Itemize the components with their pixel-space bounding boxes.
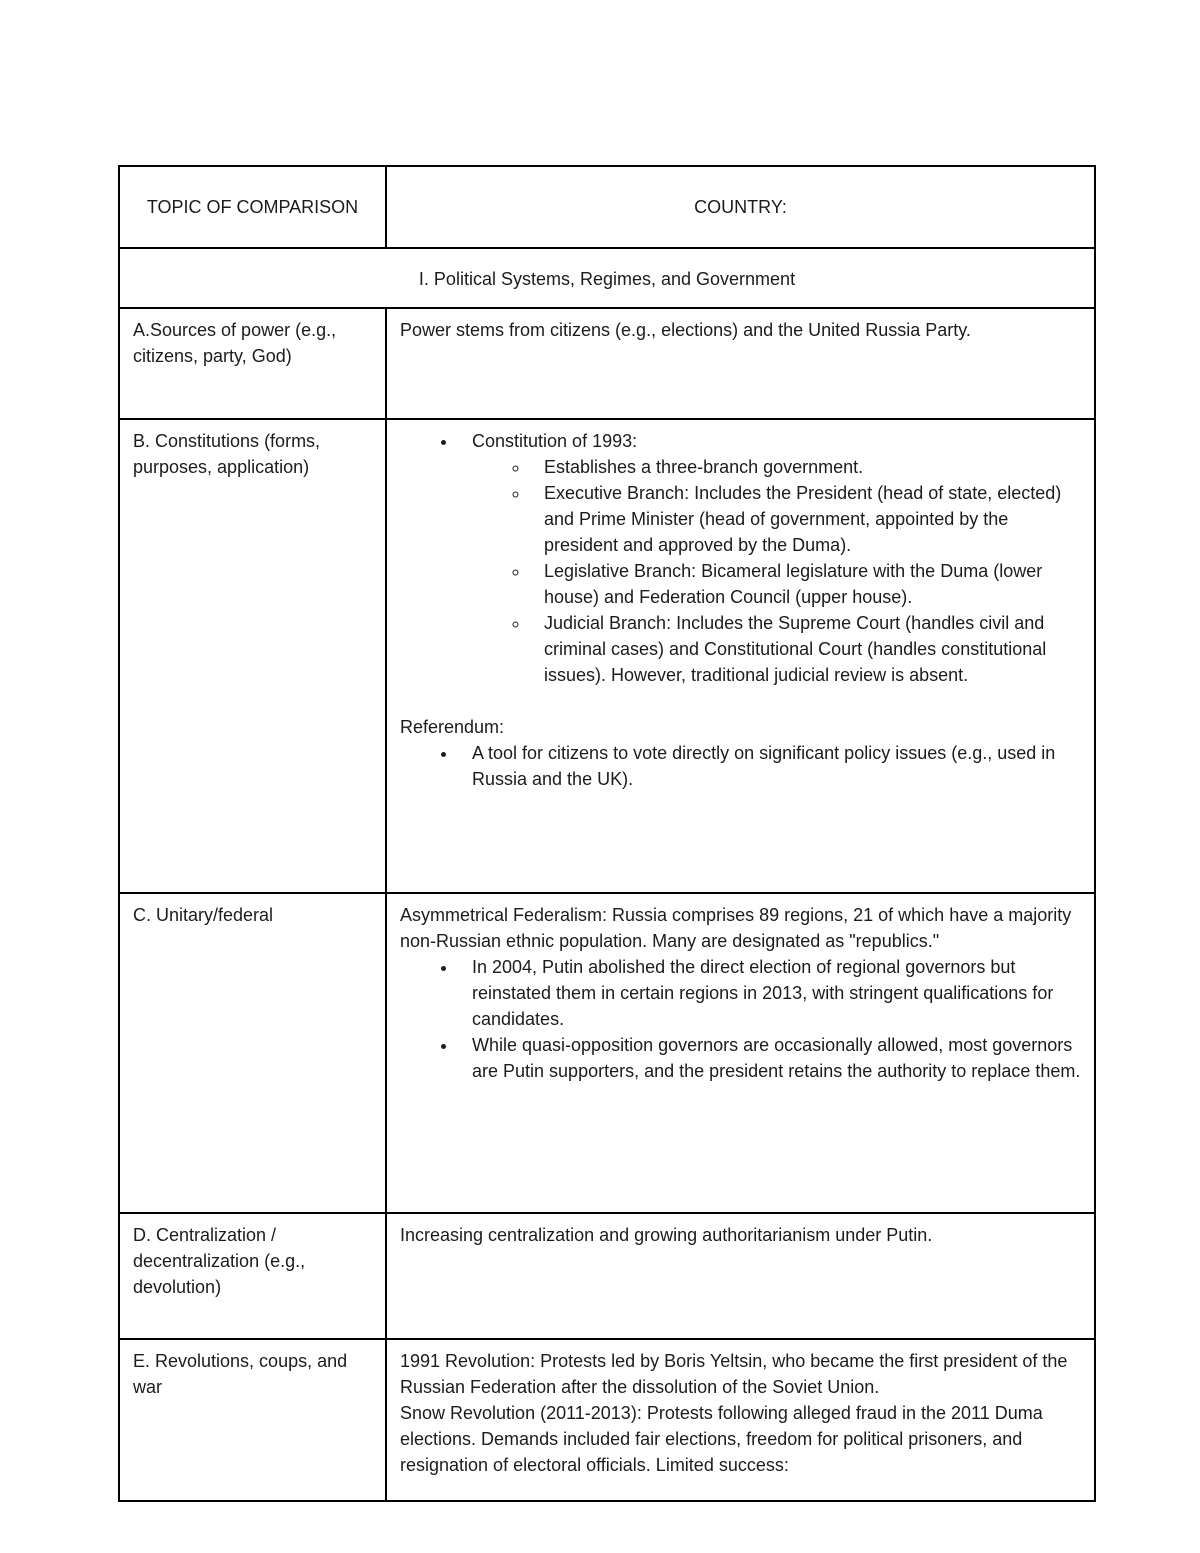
table-row-constitutions [119, 419, 1095, 893]
topic-label-b: B. Constitutions (forms, purposes, application) [133, 431, 321, 477]
sub-bullet-judicial: ◦ Judicial Branch: Includes the Supreme Court (handles civil and criminal cases) and Constitutional Court (handles constitutional issues). However, traditional judicial review is absent. [530, 610, 1081, 688]
table-row-unitary-federal [119, 893, 1095, 1213]
bullet-text-constitution: Constitution of 1993: [472, 431, 638, 451]
sub-bullet-legislative: ◦ Legislative Branch: Bicameral legislature with the Duma (lower house) and Federation Council (upper house). [530, 558, 1081, 610]
federalism-paragraph: Asymmetrical Federalism: Russia comprises 89 regions, 21 of which have a majority non-Russian ethnic population. Many are designated as "republics." [400, 905, 1072, 951]
section-title-cell [119, 248, 1095, 308]
topic-cell-a [119, 308, 386, 419]
header-country-cell [386, 166, 1095, 248]
referendum-bullet-list [400, 740, 1081, 792]
sub-bullet-branches: ◦ Establishes a three-branch government. [530, 454, 1081, 480]
constitution-sub-list [472, 454, 1081, 688]
topic-label-a: A.Sources of power (e.g., citizens, party, God) [133, 320, 337, 366]
federalism-bullet-list [400, 954, 1081, 1084]
content-cell-e [386, 1339, 1095, 1501]
comparison-table [118, 165, 1096, 1502]
table-header-row [119, 166, 1095, 248]
content-cell-b [386, 419, 1095, 893]
table-row-revolutions [119, 1339, 1095, 1501]
bullet-item-referendum: • A tool for citizens to vote directly on significant policy issues (e.g., used in Russia and the UK). [458, 740, 1081, 792]
topic-label-d: D. Centralization / decentralization (e.g., devolution) [133, 1225, 306, 1297]
topic-label-c: C. Unitary/federal [133, 905, 274, 925]
bullet-item-governors-2004: • In 2004, Putin abolished the direct election of regional governors but reinstated them in certain regions in 2013, with stringent qualifications for candidates. [458, 954, 1081, 1032]
constitution-bullet-list [400, 428, 1081, 688]
topic-cell-c [119, 893, 386, 1213]
topic-cell-b [119, 419, 386, 893]
topic-label-e: E. Revolutions, coups, and war [133, 1351, 348, 1397]
content-cell-c [386, 893, 1095, 1213]
content-cell-d [386, 1213, 1095, 1339]
sub-bullet-executive: ◦ Executive Branch: Includes the President (head of state, elected) and Prime Minister (head of government, appointed by the president and approved by the Duma). [530, 480, 1081, 558]
bullet-item-constitution [458, 428, 1081, 688]
section-title: I. Political Systems, Regimes, and Government [418, 269, 796, 289]
revolution-1991-paragraph: 1991 Revolution: Protests led by Boris Yeltsin, who became the first president of the Russian Federation after the dissolution of the Soviet Union. [400, 1351, 1068, 1397]
snow-revolution-paragraph: Snow Revolution (2011-2013): Protests following alleged fraud in the 2011 Duma elections. Demands included fair elections, freedom for political prisoners, and resignation of electoral officials. Limited success: [400, 1403, 1043, 1475]
topic-cell-e [119, 1339, 386, 1501]
referendum-heading: Referendum: [400, 717, 505, 737]
header-topic-cell [119, 166, 386, 248]
header-topic-label: TOPIC OF COMPARISON [146, 197, 359, 217]
topic-cell-d [119, 1213, 386, 1339]
header-country-label: COUNTRY: [694, 197, 787, 217]
bullet-item-governors-opposition: • While quasi-opposition governors are occasionally allowed, most governors are Putin supporters, and the president retains the authority to replace them. [458, 1032, 1081, 1084]
table-row-centralization [119, 1213, 1095, 1339]
content-cell-a [386, 308, 1095, 419]
content-text-a: Power stems from citizens (e.g., elections) and the United Russia Party. [400, 320, 971, 340]
section-title-row [119, 248, 1095, 308]
table-row-sources-of-power [119, 308, 1095, 419]
content-text-d: Increasing centralization and growing authoritarianism under Putin. [400, 1225, 933, 1245]
